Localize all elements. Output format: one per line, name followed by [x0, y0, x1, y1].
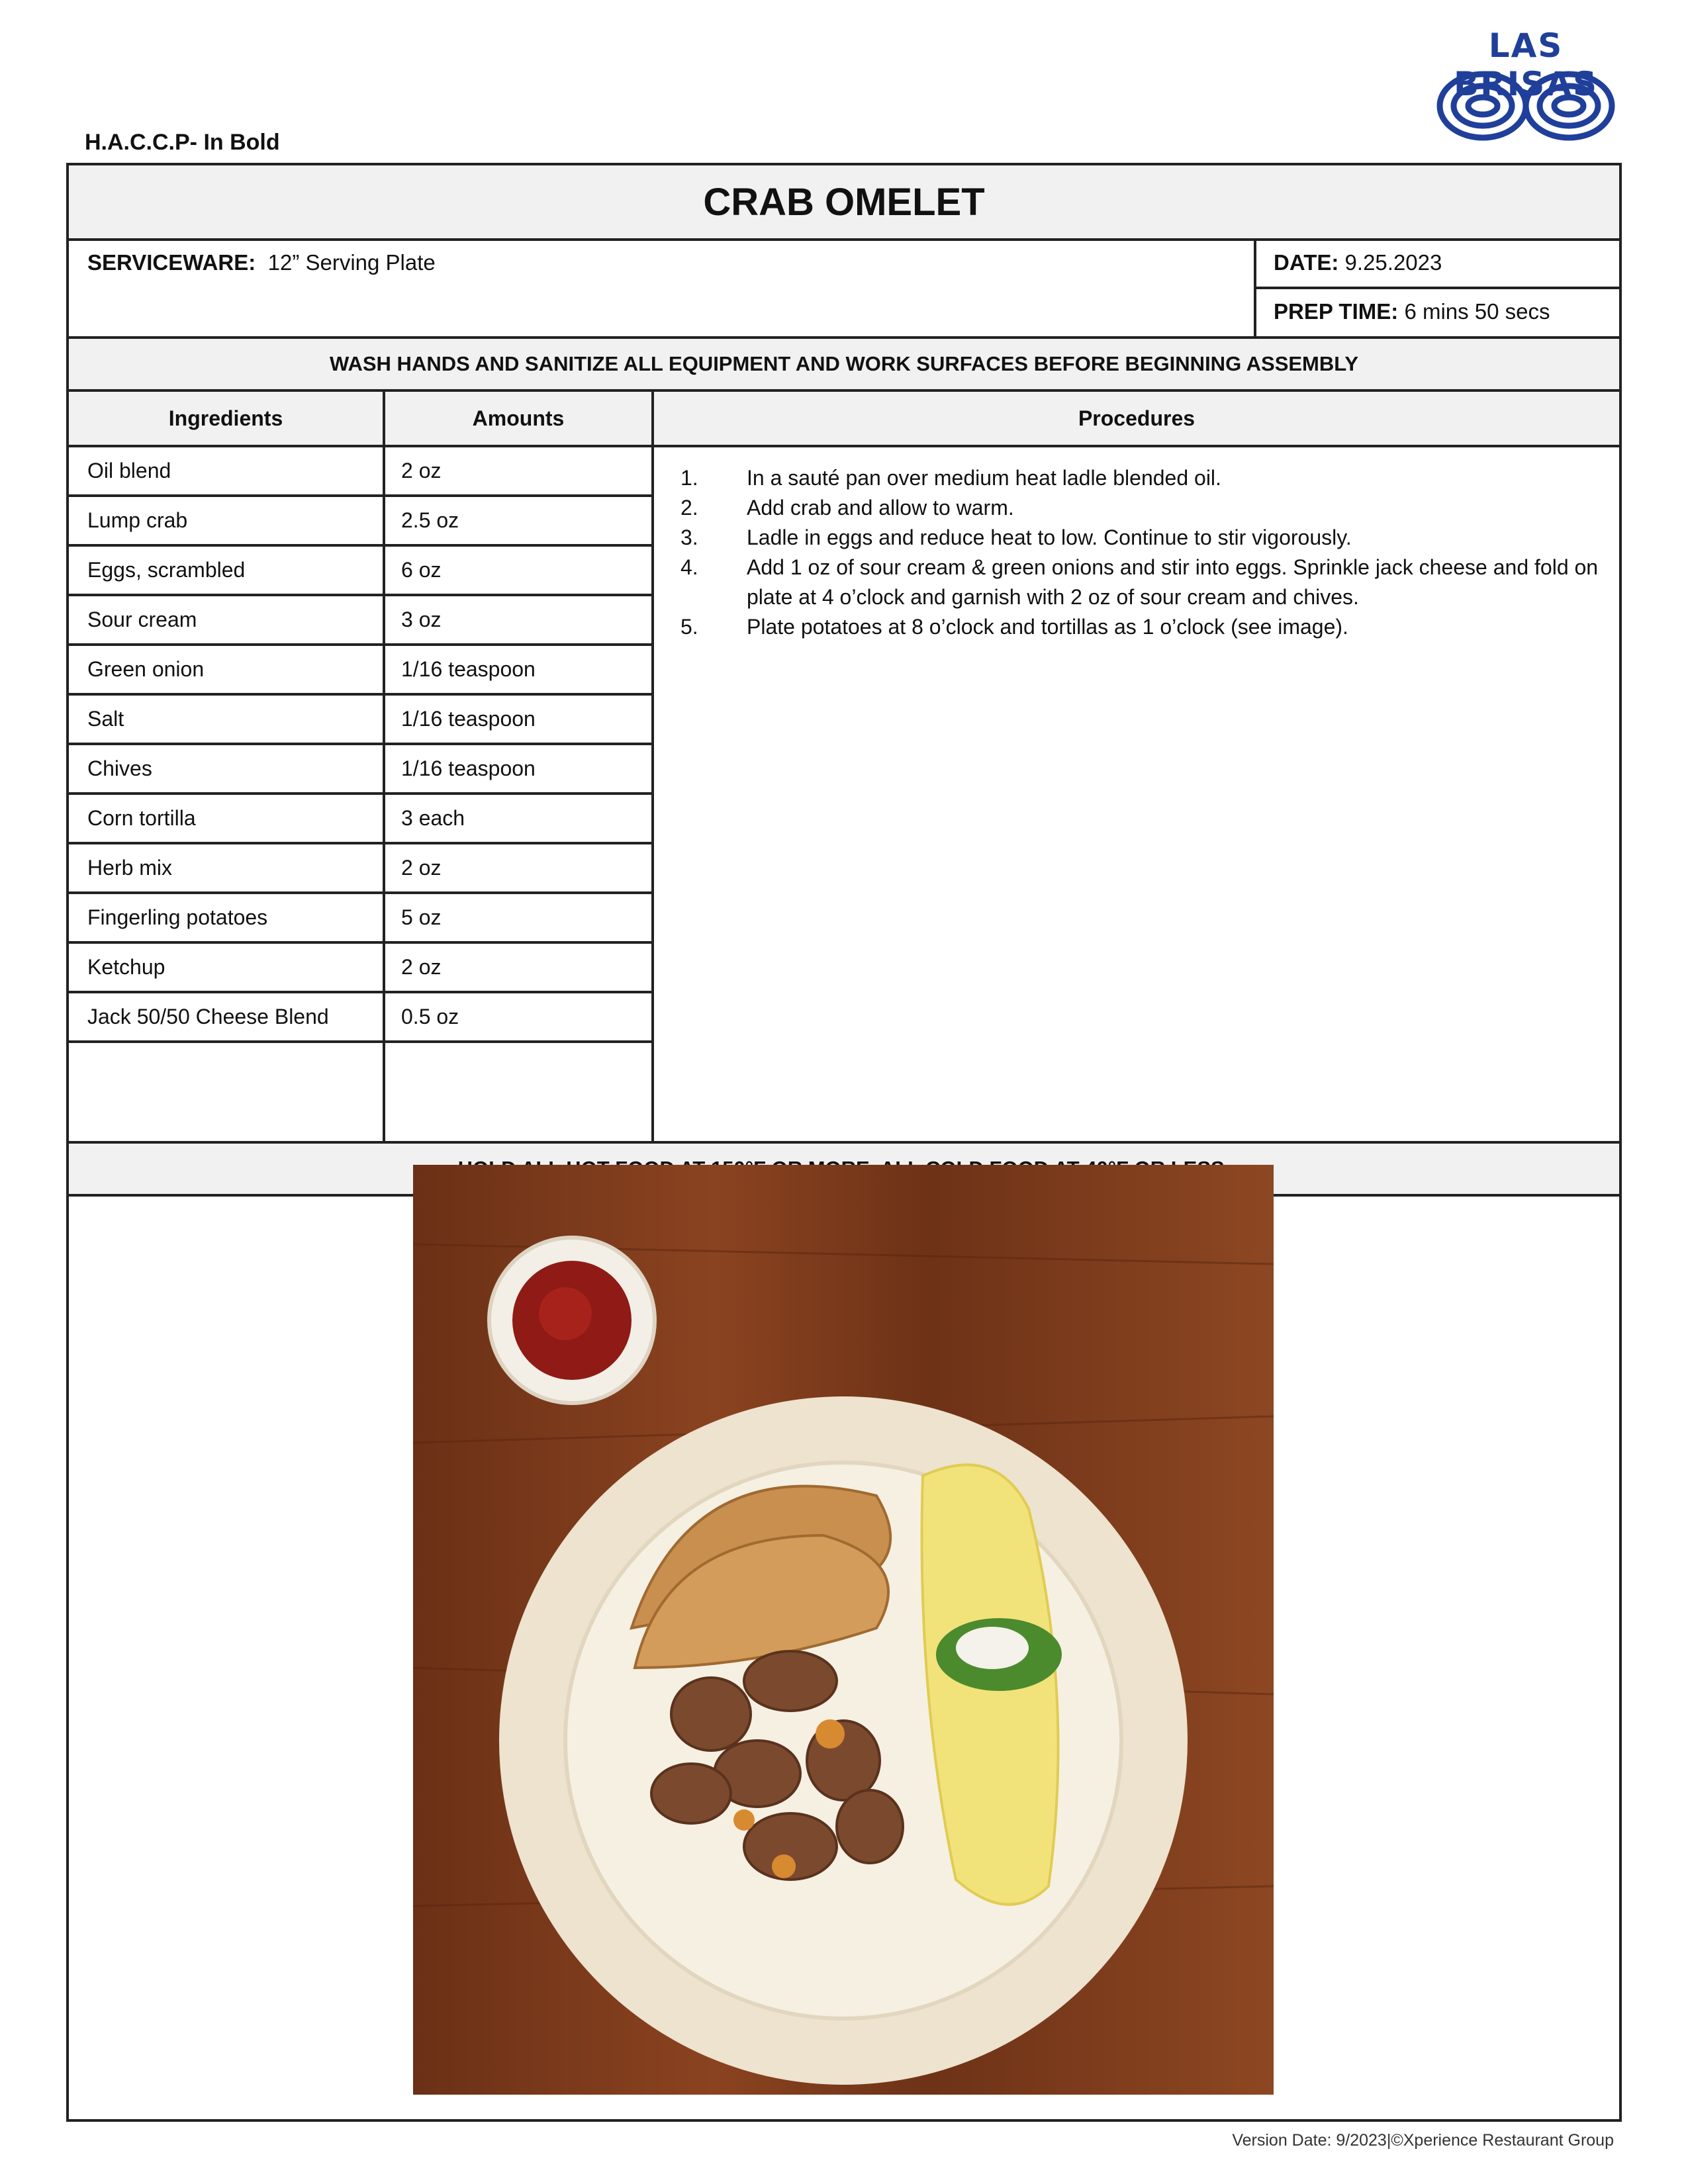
step-number: 1.: [680, 466, 698, 490]
step-number: 2.: [680, 496, 698, 520]
las-brisas-logo: [1423, 26, 1628, 146]
table-row: [69, 993, 657, 1040]
date-label: DATE:: [1274, 250, 1339, 275]
table-row: [69, 497, 657, 544]
wash-hands-banner: WASH HANDS AND SANITIZE ALL EQUIPMENT AND WORK SURFACES BEFORE BEGINNING ASSEMBLY: [69, 339, 1619, 389]
date-field: [1274, 250, 1442, 275]
plated-dish-photo: [413, 1165, 1274, 2095]
step-text: Add crab and allow to warm.: [747, 496, 1014, 520]
table-row: [69, 447, 657, 494]
ingredient-amount: 2 oz: [401, 955, 442, 979]
ingredient-name: Jack 50/50 Cheese Blend: [87, 1005, 329, 1028]
ingredient-amount: 6 oz: [401, 558, 442, 582]
step-text: In a sauté pan over medium heat ladle blended oil.: [747, 466, 1221, 490]
step-text: Ladle in eggs and reduce heat to low. Continue to stir vigorously.: [747, 525, 1352, 549]
table-row: [69, 795, 657, 842]
table-row: [69, 894, 657, 941]
ingredient-name: Herb mix: [87, 856, 173, 880]
table-row: [69, 944, 657, 991]
prep-time-value: 6 mins 50 secs: [1404, 299, 1550, 324]
step-text: Plate potatoes at 8 o’clock and tortillas as 1 o’clock (see image).: [747, 615, 1348, 639]
ingredient-amount: 5 oz: [401, 905, 442, 929]
wave-logo-icon: [1433, 66, 1618, 146]
table-row: [69, 696, 657, 743]
table-row: [69, 547, 657, 594]
ingredient-amount: 1/16 teaspoon: [401, 707, 536, 731]
step-number: 4.: [680, 555, 698, 579]
ingredient-name: Ketchup: [87, 955, 165, 979]
date-value: 9.25.2023: [1344, 250, 1442, 275]
haccp-note: H.A.C.C.P- In Bold: [85, 130, 280, 155]
divider: [1254, 287, 1619, 289]
ingredient-amount: 2.5 oz: [401, 508, 459, 532]
serviceware-field: [87, 250, 436, 275]
divider: [69, 238, 1619, 241]
serviceware-value: 12” Serving Plate: [267, 250, 436, 275]
serviceware-label: SERVICEWARE:: [87, 250, 256, 275]
ingredient-name: Eggs, scrambled: [87, 558, 246, 582]
procedures-header: Procedures: [654, 392, 1619, 445]
amounts-header: Amounts: [385, 392, 651, 445]
ingredient-name: Oil blend: [87, 459, 171, 482]
prep-time-field: [1274, 299, 1550, 324]
step-number: 3.: [680, 525, 698, 549]
ingredient-amount: 2 oz: [401, 856, 442, 880]
dish-illustration: [413, 1165, 1274, 2095]
recipe-sheet: [66, 163, 1622, 2122]
recipe-table: [69, 392, 1619, 1141]
table-row: [69, 844, 657, 891]
ingredient-amount: 1/16 teaspoon: [401, 657, 536, 681]
ingredient-name: Sour cream: [87, 608, 197, 631]
step-text: Add 1 oz of sour cream & green onions and stir into eggs. Sprinkle jack cheese and fold on plate at 4 o’clock and garnish with 2 oz of sour cream and chives.: [747, 555, 1599, 609]
table-row: [69, 1043, 657, 1090]
ingredient-amount: 0.5 oz: [401, 1005, 459, 1028]
recipe-title: CRAB OMELET: [69, 165, 1619, 238]
version-footer: Version Date: 9/2023|©Xperience Restaurant Group: [1232, 2131, 1614, 2150]
ingredient-name: Salt: [87, 707, 124, 731]
prep-time-label: PREP TIME:: [1274, 299, 1399, 324]
ingredient-amount: 2 oz: [401, 459, 442, 482]
step-number: 5.: [680, 615, 698, 639]
table-row: [69, 646, 657, 693]
logo-wordmark: LAS BRISAS: [1454, 26, 1598, 103]
ingredient-name: Fingerling potatoes: [87, 905, 268, 929]
ingredient-name: Green onion: [87, 657, 205, 681]
ingredient-amount: 3 each: [401, 806, 465, 830]
ingredient-amount: 3 oz: [401, 608, 442, 631]
table-row: [69, 745, 657, 792]
ingredient-name: Lump crab: [87, 508, 188, 532]
procedure-list: [680, 463, 1607, 1125]
ingredient-name: Corn tortilla: [87, 806, 196, 830]
table-row: [69, 596, 657, 643]
ingredient-name: Chives: [87, 756, 152, 780]
ingredients-header: Ingredients: [69, 392, 383, 445]
ingredient-amount: 1/16 teaspoon: [401, 756, 536, 780]
